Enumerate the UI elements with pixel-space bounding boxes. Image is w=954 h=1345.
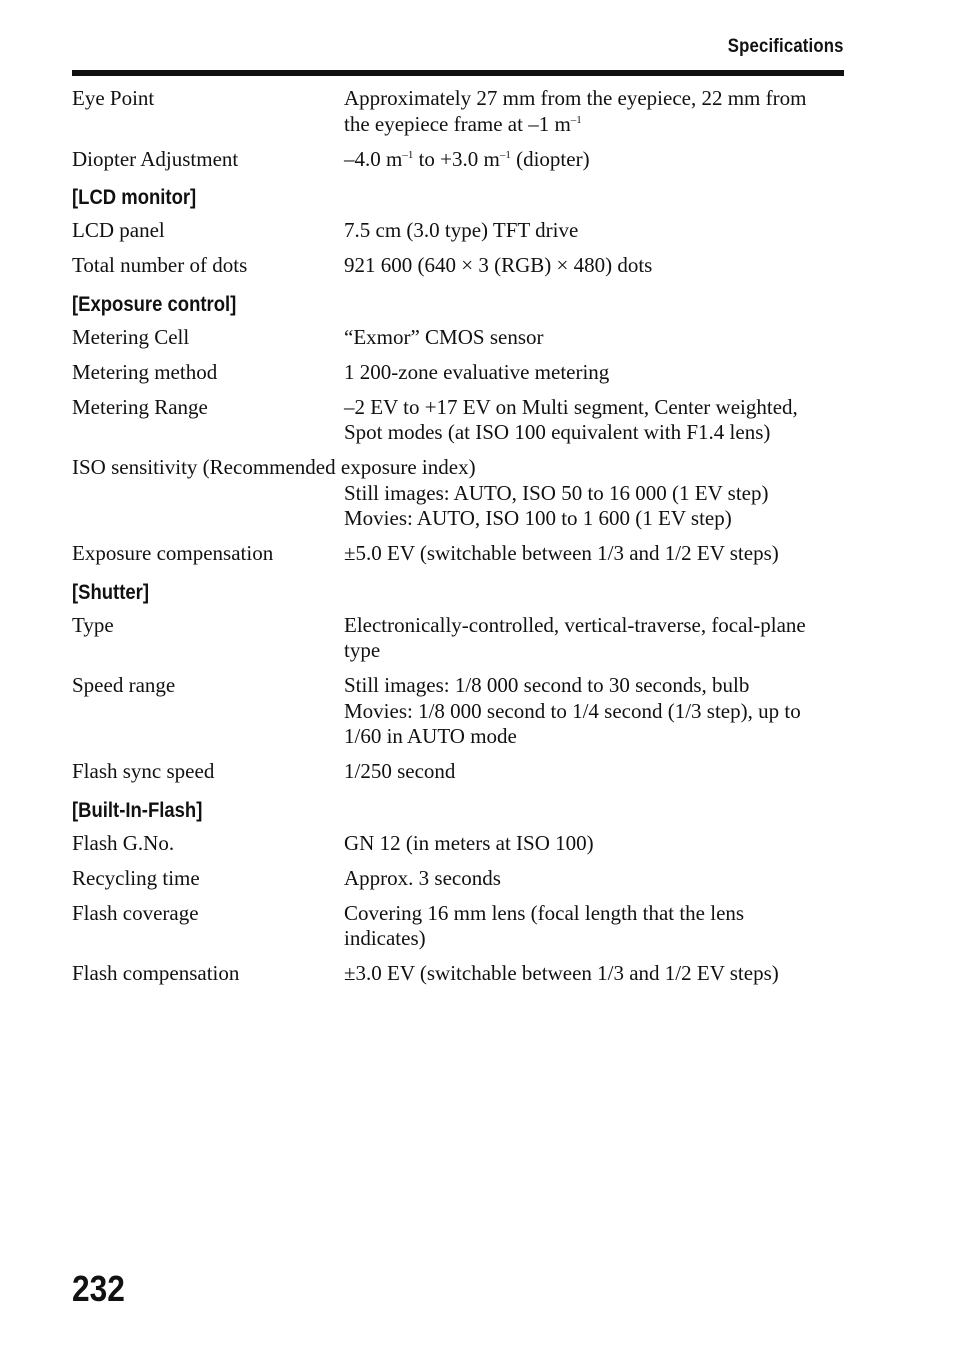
spec-value bbox=[344, 673, 844, 750]
superscript: –1 bbox=[570, 113, 582, 126]
spec-value-text: to +3.0 m bbox=[413, 146, 500, 171]
spec-value: 7.5 cm (3.0 type) TFT drive bbox=[344, 218, 579, 242]
section-title-built-in-flash: [Built-In-Flash] bbox=[72, 798, 203, 822]
spec-value-iso-sensitivity bbox=[72, 481, 844, 532]
superscript: –1 bbox=[499, 148, 511, 161]
spec-value bbox=[344, 86, 844, 137]
spec-value-text: (diopter) bbox=[510, 146, 590, 171]
spec-value bbox=[344, 395, 844, 446]
spec-row-speed-range bbox=[72, 673, 844, 750]
spec-label-iso-sensitivity: ISO sensitivity (Recommended exposure index) bbox=[72, 455, 476, 479]
spec-value-text: –4.0 m bbox=[344, 146, 403, 171]
spec-value: Approx. 3 seconds bbox=[344, 865, 501, 890]
spec-row-metering-cell bbox=[72, 325, 844, 351]
spec-value-line: type bbox=[344, 638, 381, 662]
spec-value: ±3.0 EV (switchable between 1/3 and 1/2 EV steps) bbox=[344, 961, 779, 985]
spec-value-line: Electronically-controlled, vertical-traverse, focal-plane bbox=[344, 612, 806, 637]
spec-content bbox=[72, 86, 844, 996]
spec-label: Exposure compensation bbox=[72, 541, 274, 565]
spec-label: Speed range bbox=[72, 673, 176, 697]
spec-row-eye-point bbox=[72, 86, 844, 137]
spec-row-flash-compensation bbox=[72, 961, 844, 987]
spec-value-line: –2 EV to +17 EV on Multi segment, Center weighted, bbox=[344, 394, 798, 419]
page-header-title: Specifications bbox=[728, 36, 844, 57]
spec-value: “Exmor” CMOS sensor bbox=[344, 324, 544, 349]
spec-label: Type bbox=[72, 612, 114, 637]
superscript: –1 bbox=[402, 148, 414, 161]
spec-row-flash-gno bbox=[72, 831, 844, 857]
spec-row-lcd-panel bbox=[72, 218, 844, 244]
spec-row-exposure-compensation bbox=[72, 541, 844, 567]
section-title-shutter: [Shutter] bbox=[72, 580, 149, 604]
spec-label: Flash compensation bbox=[72, 961, 240, 985]
spec-label: Total number of dots bbox=[72, 253, 248, 277]
spec-row-flash-sync-speed bbox=[72, 759, 844, 785]
spec-value: 1/250 second bbox=[344, 759, 456, 783]
spec-label: Eye Point bbox=[72, 86, 155, 110]
spec-value: 1 200-zone evaluative metering bbox=[344, 359, 610, 384]
spec-row-metering-range bbox=[72, 395, 844, 446]
spec-row-diopter bbox=[72, 147, 844, 173]
section-title-exposure-control: [Exposure control] bbox=[72, 292, 237, 316]
spec-row-flash-coverage bbox=[72, 901, 844, 952]
spec-row-metering-method bbox=[72, 360, 844, 386]
spec-value: ±5.0 EV (switchable between 1/3 and 1/2 EV steps) bbox=[344, 541, 779, 565]
spec-value-text: the eyepiece frame at –1 m bbox=[344, 111, 571, 136]
spec-label: Metering Cell bbox=[72, 324, 190, 349]
spec-value: 921 600 (640 × 3 (RGB) × 480) dots bbox=[344, 253, 653, 277]
spec-value-line bbox=[344, 112, 844, 138]
spec-value-line: Approximately 27 mm from the eyepiece, 22 mm from bbox=[344, 86, 807, 110]
spec-label: Flash coverage bbox=[72, 900, 199, 925]
spec-value-line: Spot modes (at ISO 100 equivalent with F1.4 lens) bbox=[344, 420, 771, 444]
spec-value bbox=[344, 147, 844, 173]
spec-row-total-dots bbox=[72, 253, 844, 279]
page-number: 232 bbox=[72, 1268, 125, 1309]
spec-value-line: Movies: 1/8 000 second to 1/4 second (1/3 step), up to bbox=[344, 698, 801, 723]
spec-label: Flash G.No. bbox=[72, 830, 175, 855]
spec-label: Recycling time bbox=[72, 865, 200, 890]
spec-value bbox=[344, 613, 844, 664]
spec-value-line: Covering 16 mm lens (focal length that the lens bbox=[344, 900, 745, 925]
spec-value bbox=[344, 901, 844, 952]
spec-label: Metering Range bbox=[72, 394, 208, 419]
spec-value-line: 1/60 in AUTO mode bbox=[344, 724, 517, 748]
spec-value: GN 12 (in meters at ISO 100) bbox=[344, 830, 594, 855]
spec-label: Flash sync speed bbox=[72, 759, 215, 783]
spec-label: LCD panel bbox=[72, 218, 165, 242]
spec-label: Metering method bbox=[72, 359, 218, 384]
spec-value-line: Movies: AUTO, ISO 100 to 1 600 (1 EV step) bbox=[344, 506, 732, 530]
header-divider bbox=[72, 70, 844, 76]
spec-value-line: indicates) bbox=[344, 926, 426, 950]
spec-row-shutter-type bbox=[72, 613, 844, 664]
spec-row-recycling-time bbox=[72, 866, 844, 892]
section-title-lcd-monitor: [LCD monitor] bbox=[72, 186, 197, 209]
spec-label: Diopter Adjustment bbox=[72, 146, 239, 171]
spec-value-line: Still images: AUTO, ISO 50 to 16 000 (1 EV step) bbox=[344, 480, 769, 505]
spec-value-line: Still images: 1/8 000 second to 30 seconds, bulb bbox=[344, 673, 750, 697]
